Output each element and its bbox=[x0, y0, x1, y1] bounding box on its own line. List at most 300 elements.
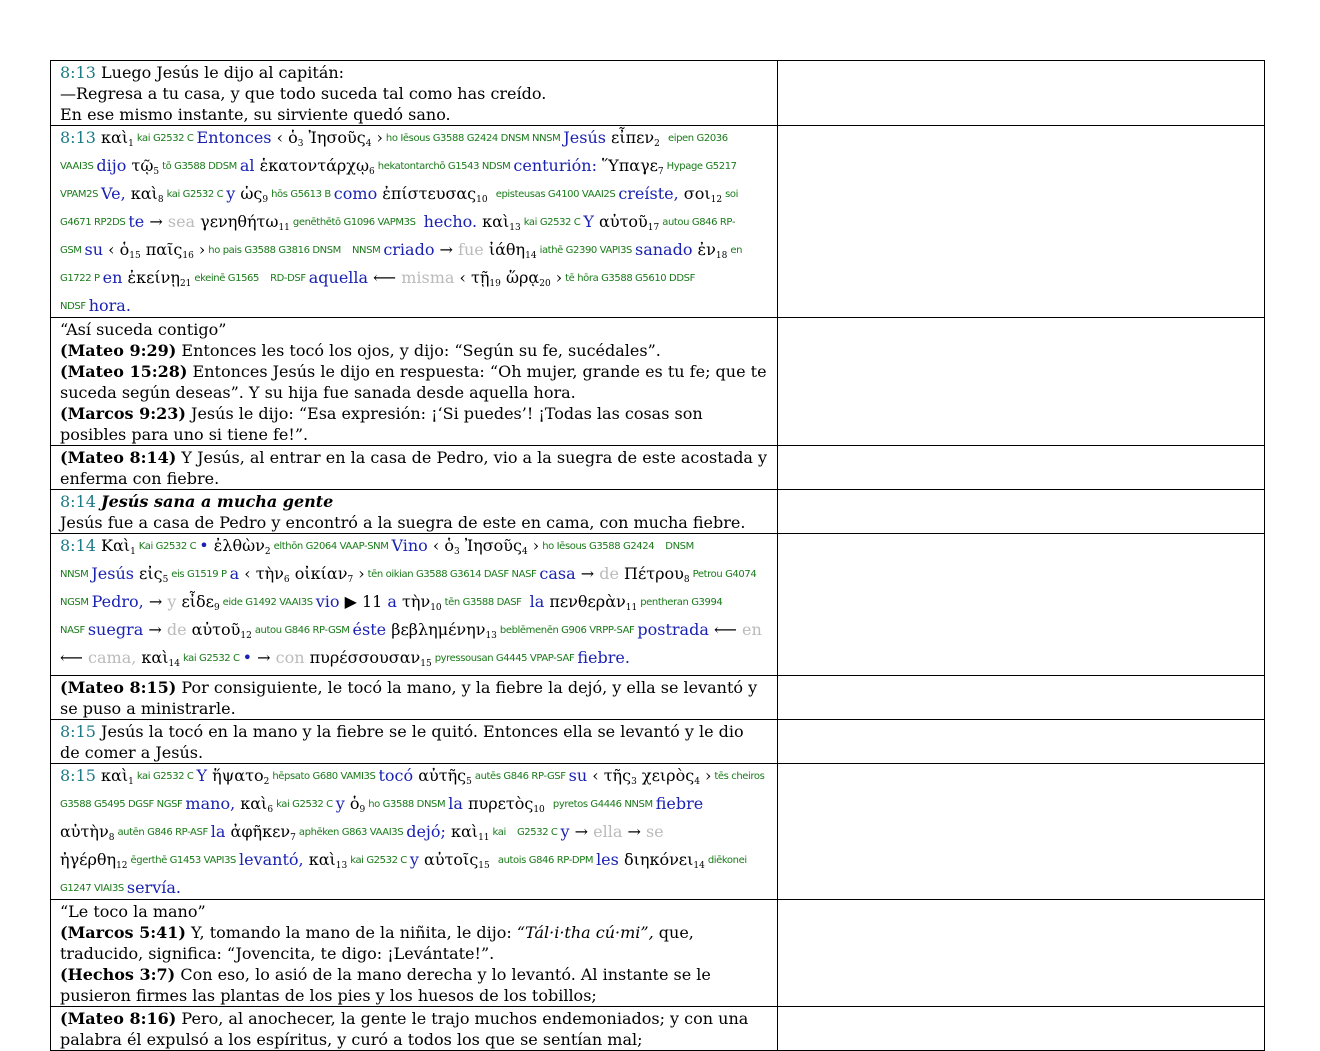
text-line bbox=[60, 447, 768, 489]
greek-word: σοι bbox=[678, 184, 711, 203]
table-row bbox=[51, 446, 1265, 490]
greek-word: πυρέσσουσαν bbox=[309, 648, 421, 667]
word-index: 11 bbox=[478, 833, 490, 843]
word-index: 12 bbox=[240, 631, 252, 641]
text-line bbox=[60, 922, 768, 964]
spanish-gloss: en bbox=[102, 268, 123, 287]
word-index: 3 bbox=[297, 139, 304, 149]
spanish-gloss: su bbox=[84, 240, 104, 259]
order-arrow: → bbox=[252, 648, 276, 667]
word-index: 7 bbox=[347, 575, 354, 585]
text-line bbox=[60, 721, 768, 763]
word-index: 2 bbox=[264, 547, 271, 557]
text-line bbox=[60, 491, 768, 512]
word-index: 21 bbox=[179, 279, 192, 289]
text-run bbox=[660, 128, 665, 147]
text-run: “Así suceda contigo” bbox=[60, 320, 227, 339]
order-arrow: → bbox=[569, 822, 594, 841]
lexical-code: genēthētō G1096 VAPM3S bbox=[292, 217, 416, 228]
word-index: 7 bbox=[290, 833, 296, 843]
word-index: 4 bbox=[365, 139, 372, 149]
greek-word: παῖς bbox=[140, 240, 183, 259]
lexical-code: elthōn G2064 VAAP-SNM bbox=[273, 541, 389, 552]
word-index: 19 bbox=[489, 279, 501, 289]
greek-word: καὶ bbox=[136, 648, 169, 667]
table-row bbox=[51, 318, 1265, 446]
word-index: 14 bbox=[693, 861, 705, 871]
word-index: 16 bbox=[182, 251, 194, 261]
text-cell bbox=[51, 490, 778, 534]
text-run: En ese mismo instante, su sirviente quedó sano. bbox=[60, 105, 451, 124]
greek-word: ὥρᾳ bbox=[500, 268, 540, 287]
word-index: 17 bbox=[647, 223, 660, 233]
spanish-gloss: y bbox=[560, 822, 570, 841]
greek-word: Ὕπαγε bbox=[602, 156, 658, 175]
notes-cell bbox=[778, 318, 1265, 446]
text-run: Por consiguiente, le tocó la mano, y la fiebre la dejó, y ella se levantó y se puso a ministrarle. bbox=[60, 678, 758, 718]
greek-word: αὐτοῦ bbox=[593, 212, 648, 231]
word-index: 6 bbox=[283, 575, 290, 585]
lexical-code: pyretos G4446 NNSM bbox=[552, 799, 653, 810]
interlinear-cell bbox=[51, 126, 778, 318]
table-row bbox=[51, 1007, 1265, 1051]
implied-word: de bbox=[166, 620, 187, 639]
word-index: 3 bbox=[631, 777, 637, 787]
greek-word: Ἰησοῦς bbox=[459, 536, 522, 555]
greek-word: ‹ ὁ bbox=[103, 240, 130, 259]
implied-word: misma bbox=[401, 268, 455, 287]
document-table bbox=[50, 60, 1265, 1051]
greek-word: ἐκείνῃ bbox=[122, 268, 180, 287]
order-arrow: → bbox=[143, 592, 168, 611]
table-row bbox=[51, 61, 1265, 126]
spanish-gloss: y bbox=[409, 850, 419, 869]
greek-word: βεβλημένην bbox=[391, 620, 486, 639]
order-arrow: ⟵ bbox=[708, 620, 742, 639]
lexical-code: kai G2532 C bbox=[276, 799, 333, 810]
spanish-gloss: sanado bbox=[634, 240, 693, 259]
spanish-gloss: postrada bbox=[637, 620, 709, 639]
greek-word: χειρὸς bbox=[641, 766, 695, 785]
greek-word: αὐτὴν bbox=[60, 822, 109, 841]
greek-word: ἥψατο bbox=[207, 766, 264, 785]
word-index: 6 bbox=[369, 167, 375, 177]
lexical-code: iathē G2390 VAPI3S bbox=[539, 245, 632, 256]
greek-word: πυρετὸς bbox=[462, 794, 534, 813]
text-line bbox=[60, 512, 768, 533]
notes-cell bbox=[778, 534, 1265, 676]
lexical-code: pentheran G3994 NASF bbox=[60, 597, 723, 636]
text-run: Y, tomando la mano de la niñita, le dijo: bbox=[185, 923, 517, 942]
spanish-gloss: hora. bbox=[88, 296, 131, 315]
text-cell bbox=[51, 1007, 778, 1051]
implied-word: con bbox=[275, 648, 305, 667]
verse-ref: 8:14 bbox=[60, 536, 96, 555]
spanish-gloss: a bbox=[387, 592, 397, 611]
text-cell bbox=[51, 720, 778, 764]
spanish-gloss: • bbox=[199, 536, 209, 555]
greek-word: καὶ bbox=[477, 212, 510, 231]
lexical-code: autou G846 RP-GSM bbox=[60, 217, 736, 256]
greek-word: ἰάθη bbox=[483, 240, 526, 259]
word-index: 1 bbox=[130, 547, 136, 557]
greek-word: οἰκίαν bbox=[289, 564, 348, 583]
interlinear-cell bbox=[51, 534, 778, 676]
lexical-code: ho Iēsous G3588 G2424 bbox=[542, 541, 655, 552]
spanish-gloss: dijo bbox=[96, 156, 127, 175]
lexical-code: tēs cheiros G3588 G5495 DGSF NGSF bbox=[60, 771, 765, 810]
lexical-code: eis G1519 P bbox=[171, 569, 227, 580]
lexical-code: kai G2532 C bbox=[136, 133, 194, 144]
greek-word: ▶ 11 bbox=[339, 592, 388, 611]
greek-word: εἰς bbox=[133, 564, 163, 583]
notes-cell bbox=[778, 900, 1265, 1007]
verse-ref: 8:13 bbox=[60, 63, 96, 82]
greek-word: καὶ bbox=[101, 128, 129, 147]
text-run bbox=[490, 850, 495, 869]
word-index: 12 bbox=[710, 195, 723, 205]
lexical-code: hōs G5613 B bbox=[271, 189, 331, 200]
greek-word: τὴν bbox=[396, 592, 431, 611]
greek-word: › bbox=[371, 128, 383, 147]
text-run: Jesús le dijo: “Esa expresión: ¡‘Si puedes’! ¡Todas las cosas son posibles para uno si tiene fe!”. bbox=[60, 404, 703, 444]
spanish-gloss: y bbox=[226, 184, 236, 203]
word-index: 5 bbox=[466, 777, 472, 787]
interlinear-cell bbox=[51, 764, 778, 900]
greek-word: εἶπεν bbox=[605, 128, 655, 147]
word-index: 11 bbox=[625, 603, 638, 613]
text-cell bbox=[51, 318, 778, 446]
lexical-code: autois G846 RP-DPM bbox=[497, 855, 594, 866]
lexical-code: Petrou G4074 NGSM bbox=[60, 569, 757, 608]
text-run: Luego Jesús le dijo al capitán: bbox=[95, 63, 345, 82]
word-index: 13 bbox=[485, 631, 497, 641]
spanish-gloss: Jesús bbox=[563, 128, 606, 147]
table-row bbox=[51, 126, 1265, 318]
greek-word: › bbox=[699, 766, 712, 785]
word-index: 5 bbox=[153, 167, 160, 177]
lexical-code: tō G3588 DDSM bbox=[162, 161, 237, 172]
lexical-code: autēn G846 RP-ASF bbox=[117, 827, 208, 838]
greek-word: ‹ ὁ bbox=[427, 536, 454, 555]
lexical-code: eide G1492 VAAI3S bbox=[222, 597, 313, 608]
text-run bbox=[262, 268, 267, 287]
text-line bbox=[60, 964, 768, 1006]
word-index: 4 bbox=[694, 777, 700, 787]
order-arrow: → bbox=[622, 822, 646, 841]
word-index: 10 bbox=[533, 805, 545, 815]
scripture-ref: (Hechos 3:7) bbox=[60, 965, 176, 984]
greek-word: ἐν bbox=[692, 240, 716, 259]
text-line bbox=[60, 340, 768, 361]
lexical-code: NNSM bbox=[351, 245, 381, 256]
spanish-gloss: levantó, bbox=[238, 850, 304, 869]
spanish-gloss: la bbox=[529, 592, 545, 611]
table-row bbox=[51, 720, 1265, 764]
lexical-code: tēn oikian G3588 G3614 DASF NASF bbox=[367, 569, 537, 580]
greek-word: ‹ τῇ bbox=[454, 268, 490, 287]
spanish-gloss: Ve, bbox=[101, 184, 126, 203]
notes-cell bbox=[778, 61, 1265, 126]
word-index: 11 bbox=[278, 223, 290, 233]
lexical-code: diēkonei G1247 VIAI3S bbox=[60, 855, 747, 894]
spanish-gloss: a bbox=[229, 564, 240, 583]
interlinear-text bbox=[60, 127, 768, 317]
text-line bbox=[60, 319, 768, 340]
lexical-code: ēgerthē G1453 VAPI3S bbox=[130, 855, 236, 866]
notes-cell bbox=[778, 764, 1265, 900]
text-run: Jesús la tocó en la mano y la fiebre se le quitó. Entonces ella se levantó y le dio de comer a Jesús. bbox=[60, 722, 744, 762]
lexical-code: tēn G3588 DASF bbox=[444, 597, 522, 608]
verse-ref: 8:15 bbox=[60, 722, 96, 741]
text-run: Pero, al anochecer, la gente le trajo muchos endemoniados; y con una palabra él expulsó a los espíritus, y curó a todos los que se sentían mal; bbox=[60, 1009, 749, 1049]
spanish-gloss: casa bbox=[539, 564, 576, 583]
implied-word: y bbox=[167, 592, 177, 611]
greek-word: καὶ bbox=[101, 766, 129, 785]
scripture-ref: (Marcos 5:41) bbox=[60, 923, 186, 942]
table-row bbox=[51, 676, 1265, 720]
lexical-code: Kai G2532 C bbox=[138, 541, 197, 552]
spanish-gloss: • bbox=[242, 648, 253, 667]
lexical-code: soi G4671 RP2DS bbox=[60, 189, 738, 228]
word-index: 1 bbox=[128, 777, 134, 787]
greek-word: Ἰησοῦς bbox=[303, 128, 366, 147]
order-arrow: → bbox=[144, 212, 168, 231]
text-run bbox=[545, 794, 550, 813]
scripture-ref: (Mateo 8:14) bbox=[60, 448, 177, 467]
word-index: 2 bbox=[654, 139, 660, 149]
text-run: Y Jesús, al entrar en la casa de Pedro, vio a la suegra de este acostada y enferma con fiebre. bbox=[60, 448, 768, 488]
greek-word: αὐτῆς bbox=[413, 766, 467, 785]
word-index: 10 bbox=[430, 603, 442, 613]
lexical-code: hekatontarchō G1543 NDSM bbox=[377, 161, 511, 172]
lexical-code: kai G2532 C bbox=[350, 855, 407, 866]
text-cell bbox=[51, 676, 778, 720]
word-index: 13 bbox=[509, 223, 521, 233]
text-run: Entonces les tocó los ojos, y dijo: “Según su fe, sucédales”. bbox=[176, 341, 661, 360]
order-arrow: → bbox=[143, 620, 167, 639]
word-index: 9 bbox=[262, 195, 269, 205]
scripture-ref: (Mateo 8:16) bbox=[60, 1009, 177, 1028]
spanish-gloss: hecho. bbox=[423, 212, 478, 231]
greek-word: ὁ bbox=[344, 794, 360, 813]
text-line bbox=[60, 83, 768, 104]
text-run bbox=[344, 240, 349, 259]
word-index: 14 bbox=[168, 659, 180, 669]
spanish-gloss: dejó; bbox=[406, 822, 446, 841]
text-run bbox=[509, 822, 514, 841]
lexical-code: hēpsato G680 VAMI3S bbox=[272, 771, 376, 782]
lexical-code: DNSM NNSM bbox=[60, 541, 694, 580]
spanish-gloss: Y bbox=[196, 766, 208, 785]
spanish-gloss: te bbox=[128, 212, 145, 231]
verse-ref: 8:14 bbox=[60, 492, 96, 511]
italic-text: “Tál·i·tha cú·mi”, bbox=[516, 923, 654, 942]
text-line bbox=[60, 677, 768, 719]
spanish-gloss: la bbox=[210, 822, 226, 841]
lexical-code: eipen G2036 VAAI3S bbox=[60, 133, 728, 172]
lexical-code: kai G2532 C bbox=[523, 217, 581, 228]
implied-word: cama, bbox=[88, 648, 137, 667]
word-index: 18 bbox=[715, 251, 728, 261]
order-arrow: ⟵ bbox=[60, 648, 89, 667]
notes-cell bbox=[778, 676, 1265, 720]
lexical-code: kai G2532 C bbox=[166, 189, 224, 200]
spanish-gloss: fiebre bbox=[655, 794, 704, 813]
greek-word: Καὶ bbox=[101, 536, 131, 555]
spanish-gloss: criado bbox=[383, 240, 435, 259]
greek-word: › bbox=[353, 564, 365, 583]
spanish-gloss: éste bbox=[352, 620, 387, 639]
implied-word: de bbox=[599, 564, 619, 583]
spanish-gloss: Entonces bbox=[196, 128, 272, 147]
spanish-gloss: mano, bbox=[185, 794, 236, 813]
spanish-gloss: Pedro, bbox=[91, 592, 144, 611]
implied-word: fue bbox=[458, 240, 484, 259]
text-run bbox=[657, 536, 662, 555]
spanish-gloss: vio bbox=[315, 592, 340, 611]
lexical-code: tē hōra G3588 G5610 DDSF NDSF bbox=[60, 273, 695, 312]
text-cell bbox=[51, 61, 778, 126]
text-cell bbox=[51, 900, 778, 1007]
spanish-gloss: fiebre. bbox=[577, 648, 630, 667]
text-line bbox=[60, 1008, 768, 1050]
word-index: 15 bbox=[478, 861, 490, 871]
greek-word: γενηθήτω bbox=[195, 212, 279, 231]
text-run: Jesús fue a casa de Pedro y encontró a la suegra de este en cama, con mucha fiebre. bbox=[60, 513, 746, 532]
lexical-code: kai G2532 C bbox=[136, 771, 194, 782]
greek-word: αὐτοῦ bbox=[186, 620, 241, 639]
text-run: “Le toco la mano” bbox=[60, 902, 206, 921]
spanish-gloss: centurión: bbox=[513, 156, 597, 175]
lexical-code: ekeinē G1565 bbox=[194, 273, 259, 284]
greek-word: › bbox=[193, 240, 206, 259]
text-run bbox=[488, 184, 493, 203]
greek-word: καὶ bbox=[235, 794, 268, 813]
text-run: —Regresa a tu casa, y que todo suceda tal como has creído. bbox=[60, 84, 547, 103]
lexical-code: autou G846 RP-GSM bbox=[254, 625, 350, 636]
word-index: 13 bbox=[335, 861, 348, 871]
spanish-gloss: al bbox=[239, 156, 255, 175]
implied-word: sea bbox=[167, 212, 196, 231]
greek-word: › bbox=[550, 268, 563, 287]
verse-ref: 8:15 bbox=[60, 766, 96, 785]
notes-cell bbox=[778, 490, 1265, 534]
lexical-code: Hypage G5217 VPAM2S bbox=[60, 161, 737, 200]
spanish-gloss: la bbox=[448, 794, 463, 813]
interlinear-text bbox=[60, 765, 768, 899]
lexical-code: autēs G846 RP-GSF bbox=[474, 771, 566, 782]
implied-word: se bbox=[645, 822, 664, 841]
spanish-gloss: Y bbox=[583, 212, 594, 231]
interlinear-text bbox=[60, 535, 768, 675]
word-index: 5 bbox=[162, 575, 169, 585]
spanish-gloss: como bbox=[333, 184, 378, 203]
word-index: 14 bbox=[525, 251, 537, 261]
spanish-gloss: Jesús bbox=[91, 564, 134, 583]
table-row bbox=[51, 534, 1265, 676]
implied-word: ella bbox=[593, 822, 623, 841]
lexical-code: en G1722 P bbox=[60, 245, 743, 284]
word-index: 7 bbox=[657, 167, 664, 177]
text-line bbox=[60, 403, 768, 445]
spanish-gloss: suegra bbox=[87, 620, 144, 639]
greek-word: πενθερὰν bbox=[544, 592, 626, 611]
greek-word: τῷ bbox=[126, 156, 154, 175]
greek-word: ἐπίστευσας bbox=[377, 184, 477, 203]
lexical-code: ho pais G3588 G3816 DNSM bbox=[208, 245, 341, 256]
greek-word: καὶ bbox=[445, 822, 479, 841]
scripture-ref: (Mateo 9:29) bbox=[60, 341, 177, 360]
word-index: 8 bbox=[108, 833, 115, 843]
word-index: 6 bbox=[267, 805, 274, 815]
text-run: Entonces Jesús le dijo en respuesta: “Oh mujer, grande es tu fe; que te suceda según deseas”. Y su hija fue sanada desde aquella hora. bbox=[60, 362, 767, 402]
lexical-code: episteusas G4100 VAAI2S bbox=[495, 189, 616, 200]
lexical-code: kai bbox=[492, 827, 506, 838]
greek-word: καὶ bbox=[125, 184, 158, 203]
spanish-gloss: y bbox=[335, 794, 345, 813]
notes-cell bbox=[778, 126, 1265, 318]
word-index: 15 bbox=[129, 251, 141, 261]
word-index: 9 bbox=[359, 805, 366, 815]
word-index: 1 bbox=[128, 139, 134, 149]
greek-word: ἐλθὼν bbox=[208, 536, 265, 555]
word-index: 8 bbox=[683, 575, 690, 585]
lexical-code: aphēken G863 VAAI3S bbox=[298, 827, 404, 838]
greek-word: εἶδε bbox=[176, 592, 214, 611]
greek-word: ὡς bbox=[235, 184, 263, 203]
notes-cell bbox=[778, 446, 1265, 490]
table-row bbox=[51, 764, 1265, 900]
lexical-code: ho Iēsous G3588 G2424 DNSM NNSM bbox=[385, 133, 561, 144]
table-body bbox=[51, 61, 1265, 1051]
order-arrow: → bbox=[575, 564, 600, 583]
word-index: 4 bbox=[521, 547, 528, 557]
greek-word: › bbox=[527, 536, 540, 555]
text-line bbox=[60, 361, 768, 403]
notes-cell bbox=[778, 720, 1265, 764]
scripture-ref: (Mateo 15:28) bbox=[60, 362, 188, 381]
notes-cell bbox=[778, 1007, 1265, 1051]
text-run: que, traducido, significa: “Jovencita, te digo: ¡Levántate!”. bbox=[60, 923, 694, 963]
greek-word: διηκόνει bbox=[618, 850, 694, 869]
spanish-gloss: servía. bbox=[126, 878, 181, 897]
greek-word: Πέτρου bbox=[624, 564, 684, 583]
text-cell bbox=[51, 446, 778, 490]
spanish-gloss: tocó bbox=[378, 766, 414, 785]
word-index: 2 bbox=[263, 777, 270, 787]
scripture-ref: (Marcos 9:23) bbox=[60, 404, 186, 423]
spanish-gloss: aquella bbox=[308, 268, 369, 287]
lexical-code: G2532 C bbox=[516, 827, 558, 838]
lexical-code: beblēmenēn G906 VRPP-SAF bbox=[499, 625, 635, 636]
word-index: 10 bbox=[476, 195, 488, 205]
verse-ref: 8:13 bbox=[60, 128, 96, 147]
word-index: 9 bbox=[213, 603, 220, 613]
greek-word: ‹ ὁ bbox=[271, 128, 298, 147]
lexical-code: ho G3588 DNSM bbox=[368, 799, 446, 810]
word-index: 8 bbox=[157, 195, 164, 205]
word-index: 12 bbox=[116, 861, 128, 871]
spanish-gloss: Vino bbox=[391, 536, 428, 555]
greek-word: αὐτοῖς bbox=[418, 850, 479, 869]
greek-word: ‹ τὴν bbox=[239, 564, 284, 583]
greek-word: ‹ τῆς bbox=[587, 766, 632, 785]
lexical-code: pyressousan G4445 VPAP-SAF bbox=[434, 653, 575, 664]
scripture-ref: (Mateo 8:15) bbox=[60, 678, 177, 697]
spanish-gloss: su bbox=[568, 766, 588, 785]
greek-word: ἀφῆκεν bbox=[225, 822, 291, 841]
